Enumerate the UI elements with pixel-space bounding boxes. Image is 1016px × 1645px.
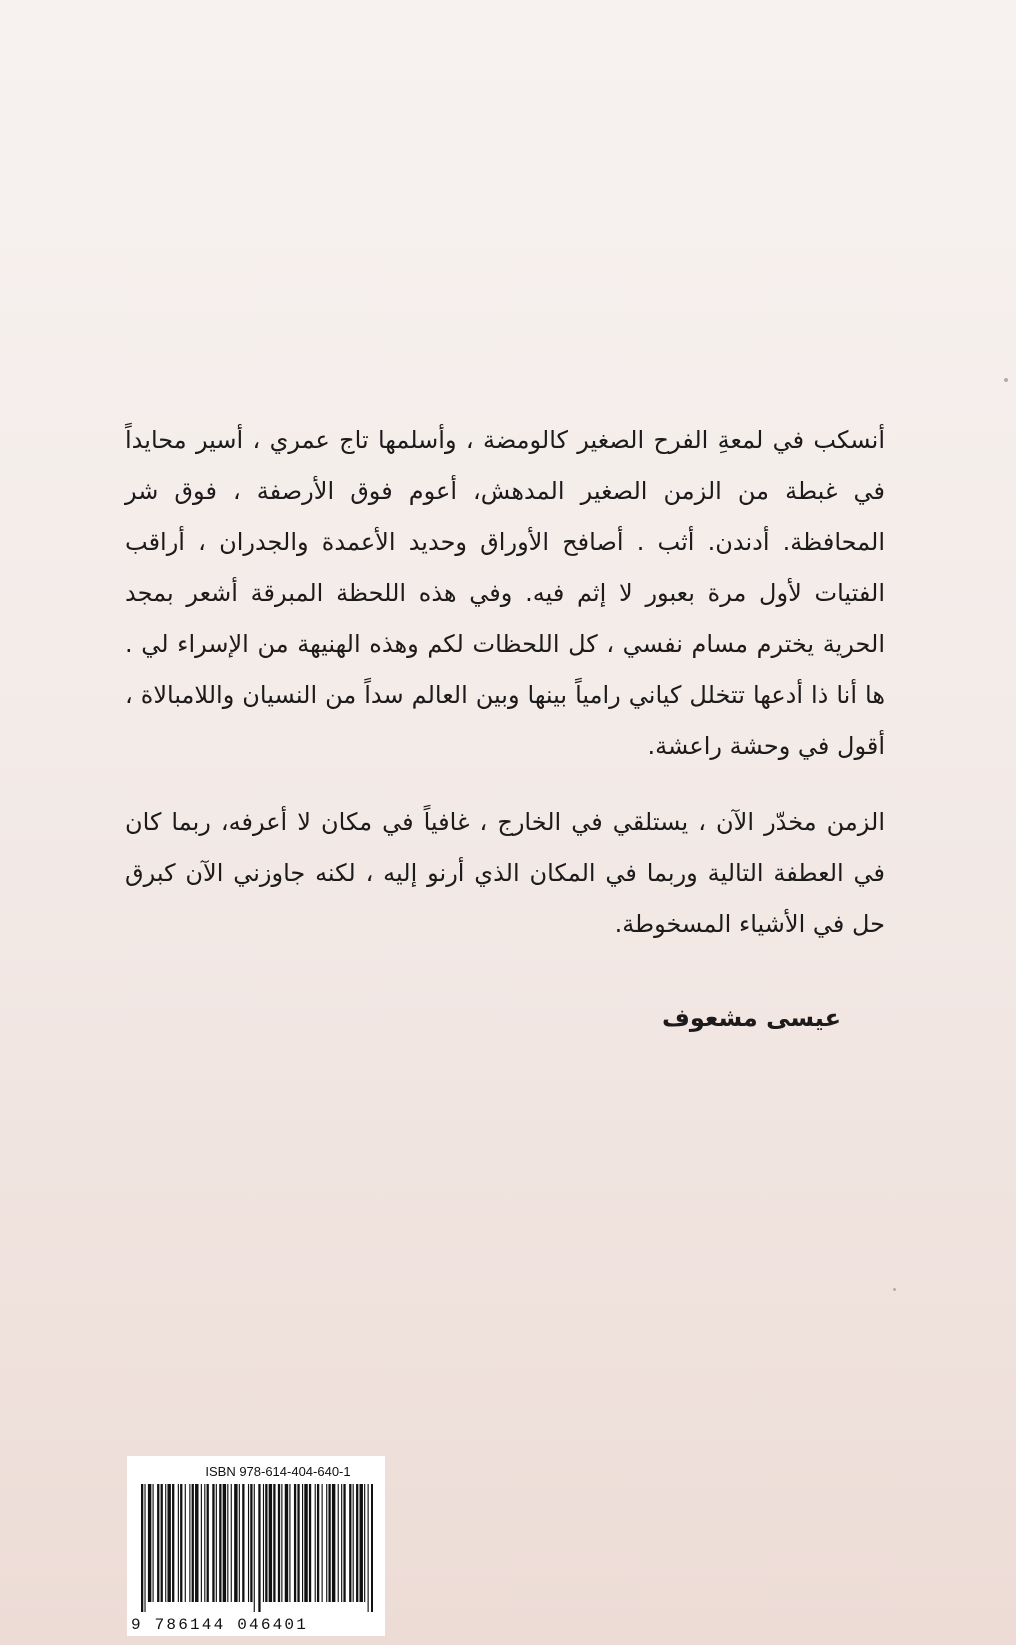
barcode-bar <box>207 1484 209 1602</box>
barcode-bar <box>322 1484 323 1602</box>
barcode-bar <box>269 1484 272 1602</box>
blurb-text <box>125 415 885 975</box>
barcode-bar <box>281 1484 282 1602</box>
barcode-bars <box>141 1484 373 1612</box>
barcode-bar <box>212 1484 214 1602</box>
barcode-bar <box>315 1484 316 1602</box>
speck <box>893 1288 896 1291</box>
barcode-bar <box>297 1484 299 1602</box>
barcode-bar <box>278 1484 280 1602</box>
author-name: عيسى مشعوف <box>661 1004 841 1032</box>
barcode-bar <box>216 1484 217 1602</box>
barcode-bar <box>141 1484 143 1612</box>
blurb-paragraph-2: الزمن مخدّر الآن ، يستلقي في الخارج ، غافياً في مكان لا أعرفه، ربما كان في العطفة التالية وربما في المكان الذي أرنو إليه ، لكنه جاوزني الآن كبرق حل في الأشياء المسخوطة. <box>125 808 885 938</box>
barcode-bar <box>239 1484 240 1602</box>
barcode-bar <box>341 1484 342 1602</box>
barcode-bar <box>258 1484 260 1612</box>
barcode-bar <box>195 1484 198 1602</box>
barcode-bar <box>353 1484 354 1602</box>
barcode-bar <box>263 1484 264 1602</box>
barcode-bar <box>161 1484 163 1602</box>
barcode-bar <box>317 1484 319 1602</box>
barcode-bar <box>343 1484 345 1602</box>
barcode-bar <box>250 1484 252 1602</box>
barcode-bar <box>302 1484 303 1602</box>
barcode-bar <box>309 1484 311 1602</box>
barcode-bar <box>148 1484 151 1602</box>
barcode-bar <box>167 1484 170 1602</box>
isbn-label: ISBN 978-614-404-640-1 <box>205 1464 351 1479</box>
barcode-bar <box>265 1484 267 1602</box>
barcode-bar <box>356 1484 358 1602</box>
isbn-barcode <box>127 1456 385 1636</box>
barcode-bar <box>189 1484 190 1602</box>
barcode-bar <box>304 1484 307 1602</box>
speck <box>1004 378 1008 382</box>
barcode-bar <box>368 1484 369 1612</box>
barcode-bar <box>349 1484 351 1602</box>
barcode-bar <box>144 1484 145 1612</box>
barcode-bar <box>153 1484 154 1602</box>
barcode-bar <box>360 1484 363 1602</box>
barcode-bar <box>204 1484 205 1602</box>
barcode-bar <box>180 1484 182 1602</box>
barcode-bar <box>192 1484 194 1602</box>
barcode-bar <box>328 1484 330 1602</box>
barcode-bar <box>231 1484 232 1602</box>
barcode-bar <box>285 1484 288 1602</box>
blurb-paragraph-1: أنسكب في لمعةِ الفرح الصغير كالومضة ، وأسلمها تاج عمري ، أسير محايداً في غبطة من الزمن الصغير المدهش، أعوم فوق الأرصفة ، فوق شر المحافظة. أدندن. أثب . أصافح الأوراق وحديد الأعمدة والجدران ، أراقب الفتيات لأول مرة بعبور لا إثم فيه. وفي هذه اللحظة المبرقة أشعر بمجد الحرية يخترم مسام نفسي ، كل اللحظات لكم وهذه الهنيهة من الإسراء لي . ها أنا ذا أدعها تتخلل كياني رامياً بينها وبين العالم سداً من النسيان واللامبالاة ، أقول في وحشة راعشة. <box>125 426 885 760</box>
barcode-bar <box>165 1484 166 1602</box>
barcode-bar <box>371 1484 373 1612</box>
barcode-bar <box>242 1484 244 1602</box>
barcode-bar <box>332 1484 335 1602</box>
barcode-bar <box>201 1484 202 1602</box>
barcode-bar <box>223 1484 226 1602</box>
barcode-bar <box>219 1484 221 1602</box>
barcode-bar <box>294 1484 296 1602</box>
barcode-bar <box>273 1484 275 1602</box>
barcode-digits: 9 786144 046401 <box>131 1616 309 1634</box>
barcode-bar <box>185 1484 186 1602</box>
barcode-bar <box>248 1484 249 1602</box>
barcode-bar <box>289 1484 290 1602</box>
barcode-bar <box>254 1484 255 1612</box>
barcode-bar <box>326 1484 327 1602</box>
barcode-bar <box>227 1484 228 1602</box>
barcode-bar <box>178 1484 179 1602</box>
barcode-bar <box>172 1484 174 1602</box>
barcode-bar <box>364 1484 365 1602</box>
barcode-bar <box>338 1484 339 1602</box>
barcode-bar <box>234 1484 237 1602</box>
barcode-bar <box>157 1484 159 1602</box>
